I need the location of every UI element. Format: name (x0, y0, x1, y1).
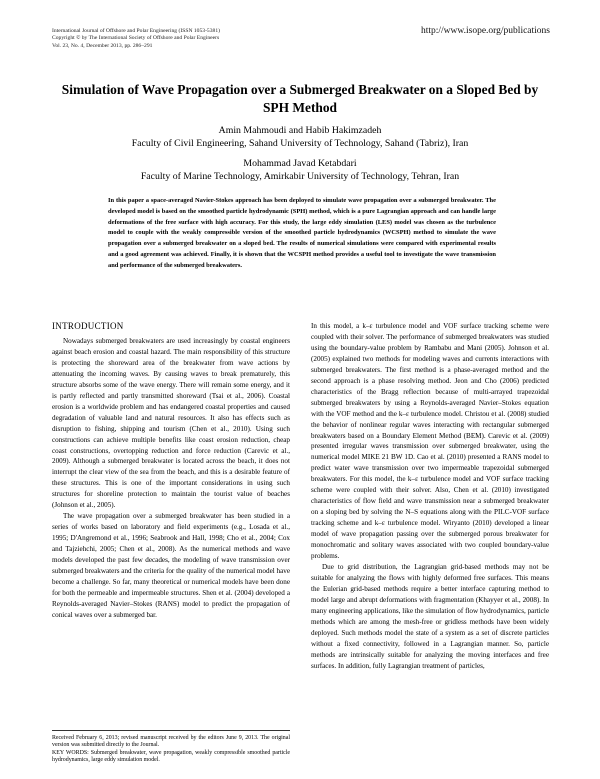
author-names: Mohammad Javad Ketabdari (243, 158, 357, 170)
body-paragraph: In this model, a k–ε turbulence model and VOF surface tracking scheme were coupled with their solver. The performance of submerged breakwaters was studied using the boundary-value problem by Rambabu and Mani (2005). Johnson et al. (2005) explained two methods for modeling waves and currents interactions with submerged breakwaters. The first method is a phase-averaged method and the second approach is a phase resolving method. Jeon and Cho (2006) predicted characteristics of the Bragg reflection because of multi-arrayed trapezoidal submerged breakwaters by using a Reynolds-averaged Navier–Stokes equation with the VOF method and the k–ε turbulence model. Christou et al. (2008) studied the behavior of nonlinear regular waves interacting with rectangular submerged breakwaters based on a Boundary Element Method (BEM). Carevic et al. (2009) presented irregular waves transmission over submerged breakwater, using the numerical model MIKE 21 BW 1D. Cao et al. (2010) presented a RANS model to predict water wave transmission over two impermeable trapezoidal submerged breakwaters. For this model, the k–ε turbulence model and VOF surface tracking scheme were coupled with their solver. Also, Chen et al. (2010) investigated characteristics of flow field and wave transmission near a submerged breakwater on a sloping bed by solving the N–S equations along with the PILC-VOF surface tracking scheme and k–ε turbulence model. Wiryanto (2010) developed a linear model of wave propagation passing over the submerged porous breakwater for monochromatic and solitary waves associated with two coupled boundary-value problems. (311, 322, 549, 561)
body-paragraph: Due to grid distribution, the Lagrangian grid-based methods may not be suitable for analyzing the flows with highly deformed free surfaces. This means the Eulerian grid-based methods require a better interface capturing method to model large and abrupt deformations with fragmentation (Khayyer et al., 2008). In many engineering applications, like the simulation of flow hydrodynamics, particle methods which are among the mesh-free or gridless methods have been widely deployed. Such methods model the state of a system as a set of discrete particles without a fixed connectivity, followed in a Lagrangian manner. So, particle methods are intrinsically suitable for analyzing the moving interfaces and free surfaces. In addition, fully Lagrangian treatment of particles, (311, 562, 549, 670)
left-column (52, 320, 290, 621)
body-paragraph: Nowadays submerged breakwaters are used increasingly by coastal engineers against beach erosion and coastal hazard. The main responsibility of this structure is protecting the shoreward area of the breakwater from wave actions by attenuating the incoming waves. By causing waves to break prematurely, this structure absorbs some of the wave energy. There will remain some energy, and it is partly reflected and partly transmitted shoreward (Tsai et al., 2006). Coastal erosion is a worldwide problem and has endangered coastal properties and caused degradation of valuable land and natural resources. It also has effects such as disruption to fishing, shipping and tourism (Chen et al., 2010). Using such constructions can achieve multiple benefits like coast erosion reduction, cheap coast constructions, overtopping reduction and force reduction (Carevic et al., 2009). Although a submerged breakwater is located across the beach, it does not interrupt the clear view of the sea from the beach, and this is a desirable feature of these structures. This is one of the important considerations in using such structures for shoreline protection to maintain the tourist value of beaches (Johnson et al., 2005). (52, 337, 290, 510)
footnote (52, 730, 290, 764)
received-note: Received February 6, 2013; revised manuscript received by the editors June 9, 2013. The original version was submitted directly to the Journal. (52, 735, 290, 749)
journal-line: Copyright © by The International Society of Offshore and Polar Engineers (52, 35, 220, 42)
author-block (52, 125, 548, 183)
journal-info (52, 28, 372, 50)
author-affiliation: Faculty of Civil Engineering, Sahand University of Technology, Sahand (Tabriz), Iran (131, 137, 469, 149)
section-heading: INTRODUCTION (52, 321, 124, 331)
author-names: Amin Mahmoudi and Habib Hakimzadeh (218, 125, 382, 136)
right-column (311, 321, 549, 672)
body-paragraph: The wave propagation over a submerged breakwater has been studied in a series of works based on laboratory and field experiments (e.g., Losada et al., 1995; D'Angremond et al., 1996; Seabrook and Hall, 1998; Cho et al., 2004; Cox and Tajziehchi, 2005; Chen et al., 2008). As the numerical methods and wave models developed the past few decades, the modeling of wave transmission over submerged breakwaters and the criteria for the quality of the numerical model have become a challenge. So far, many theoretical or numerical models have been done for both the permeable and impermeable structures. Shen et al. (2004) developed a Reynolds-averaged Navier–Stokes (RANS) model to predict the propagation of conical waves over a submerged bar. (52, 512, 290, 619)
author-affiliation: Faculty of Marine Technology, Amirkabir University of Technology, Tehran, Iran (140, 170, 460, 182)
paper-title: Simulation of Wave Propagation over a Submerged Breakwater on a Sloped Bed by SPH Method (61, 82, 539, 115)
publisher-url[interactable]: http://www.isope.org/publications (420, 26, 550, 36)
journal-line: Vol. 23, No. 4, December 2013, pp. 286–291 (52, 42, 153, 49)
journal-line: International Journal of Offshore and Polar Engineering (ISSN 1053-5381) (52, 28, 220, 34)
keywords: KEY WORDS: Submerged breakwater, wave propagation, weakly compressible smoothed particle hydrodynamics, large eddy simulation model. (52, 749, 290, 763)
abstract: In this paper a space-averaged Navier-Stokes approach has been deployed to simulate wave propagation over a submerged breakwater. The developed model is based on the smoothed particle hydrodynamic (SPH) method, which is a pure Lagrangian approach and can handle large deformations of the free surface with high accuracy. For this study, the large eddy simulation (LES) model was chosen as the turbulence model to couple with the weakly compressible version of the smoothed particle hydrodynamics (WCSPH) method to simulate the wave propagation over a submerged breakwater on a sloped bed. The results of numerical simulations were compared with experimental results and a good agreement was achieved. Finally, it is shown that the WCSPH method provides a useful tool to investigate the wave transmission and performance of the submerged breakwaters. (108, 197, 496, 269)
